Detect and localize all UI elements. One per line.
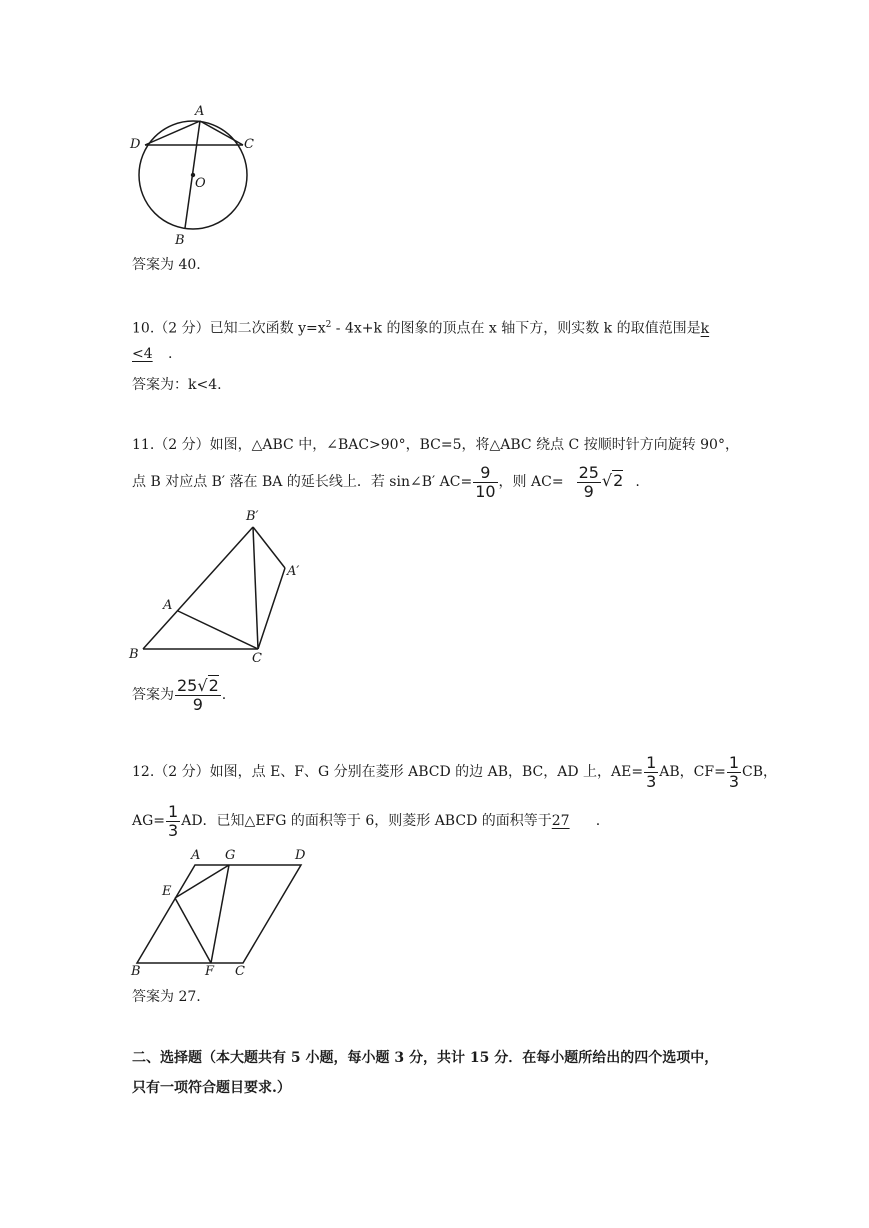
q11-sin-num: 9 bbox=[473, 464, 497, 483]
q12-text-e: AD．已知△EFG 的面积等于 6，则菱形 ABCD 的面积等于 bbox=[181, 813, 552, 829]
q10-answer-blank-cont: <4 bbox=[132, 346, 153, 362]
q12-answer-blank: 27 bbox=[551, 813, 570, 829]
q11-answer-prefix: 答案为 bbox=[132, 687, 174, 703]
q10-question bbox=[132, 315, 725, 339]
point-label-b: B bbox=[129, 647, 139, 662]
q11-end: . bbox=[635, 474, 640, 490]
q11-answer-blank bbox=[564, 462, 636, 501]
point-label-c: C bbox=[244, 137, 254, 152]
circle-figure bbox=[125, 100, 265, 250]
point-label-f: F bbox=[205, 964, 215, 979]
q11-answer-num-coef: 25 bbox=[177, 675, 198, 695]
rotation-figure bbox=[125, 505, 315, 670]
point-label-a: A bbox=[195, 104, 205, 119]
q11-answer-radicand: 2 bbox=[208, 675, 219, 695]
q11-ans-num: 25 bbox=[578, 462, 599, 482]
q11-answer-den: 9 bbox=[192, 694, 203, 714]
q11-line1: 11.（2 分）如图，△ABC 中，∠BAC>90°，BC=5，将△ABC 绕点 C 按顺时针方向旋转 90°， bbox=[132, 437, 739, 453]
q11-answer-fraction bbox=[175, 677, 221, 714]
q12-frac-cf-den: 3 bbox=[728, 771, 740, 791]
q12-end: . bbox=[595, 813, 601, 829]
q11-answer-end: . bbox=[221, 687, 227, 703]
q12-line1 bbox=[132, 752, 777, 792]
q12-text-b: AB，CF= bbox=[659, 764, 726, 780]
q11-ans-den: 9 bbox=[583, 481, 594, 501]
q10-text-a: 10.（2 分）已知二次函数 y=x bbox=[132, 320, 326, 337]
q11-ans-fraction bbox=[577, 464, 601, 501]
point-label-d: D bbox=[295, 848, 306, 863]
q11-answer-num bbox=[175, 677, 221, 696]
point-label-a: A bbox=[191, 848, 201, 863]
q11-ans-sqrt: √2 bbox=[601, 471, 624, 490]
q12-frac-cf bbox=[727, 754, 741, 791]
q12-text-d: AG= bbox=[132, 813, 166, 829]
q11-answer-sqrt: √2 bbox=[197, 675, 219, 695]
q12-frac-ae bbox=[644, 754, 658, 791]
q11-answer bbox=[132, 676, 226, 714]
q10-question-cont bbox=[132, 344, 172, 364]
q12-text-c: CB， bbox=[742, 764, 778, 780]
point-label-b-prime: B′ bbox=[246, 509, 259, 524]
q10-text-b: - 4x+k 的图象的顶点在 x 轴下方，则实数 k 的取值范围是 bbox=[331, 320, 701, 337]
q11-line2 bbox=[132, 462, 640, 501]
point-label-c: C bbox=[235, 964, 245, 979]
point-label-a: A bbox=[163, 598, 173, 613]
point-label-a-prime: A′ bbox=[287, 564, 300, 579]
section-heading-line1: 二、选择题（本大题共有 5 小题，每小题 3 分，共计 15 分．在每小题所给出的四个选项中， bbox=[132, 1050, 719, 1066]
point-label-c: C bbox=[252, 651, 262, 666]
point-label-o: O bbox=[195, 176, 206, 191]
q10-end: . bbox=[168, 346, 173, 362]
section-heading-line2: 只有一项符合题目要求.） bbox=[132, 1080, 291, 1096]
rhombus-figure bbox=[125, 845, 325, 980]
point-label-b: B bbox=[175, 233, 185, 248]
q10-answer-blank: k bbox=[700, 320, 710, 337]
q10-answer: 答案为：k<4. bbox=[132, 377, 222, 393]
point-label-d: D bbox=[130, 137, 141, 152]
q12-frac-ag bbox=[166, 803, 180, 840]
q12-text-a: 12.（2 分）如图，点 E、F、G 分别在菱形 ABCD 的边 AB，BC，AD 上，AE= bbox=[132, 764, 644, 780]
q11-sin-den: 10 bbox=[475, 481, 496, 501]
q11-ans-radicand: 2 bbox=[613, 471, 624, 490]
point-label-b: B bbox=[131, 964, 141, 979]
point-label-e: E bbox=[162, 884, 172, 899]
q12-frac-ag-num: 1 bbox=[168, 801, 179, 821]
point-label-g: G bbox=[225, 848, 236, 863]
q12-line2 bbox=[132, 801, 600, 841]
q12-frac-ae-num: 1 bbox=[646, 752, 657, 772]
q11-text-a: 点 B 对应点 B′ 落在 BA 的延长线上．若 sin∠B′ AC= bbox=[132, 474, 473, 490]
q11-text-b: ，则 AC= bbox=[498, 474, 564, 490]
q12-frac-ag-den: 3 bbox=[168, 820, 179, 840]
q12-answer: 答案为 27. bbox=[132, 989, 201, 1005]
q12-frac-ae-den: 3 bbox=[646, 771, 657, 791]
q9-answer: 答案为 40. bbox=[132, 257, 201, 273]
q12-frac-cf-num: 1 bbox=[728, 752, 740, 772]
q11-sin-fraction bbox=[473, 464, 497, 501]
q10-superscript: 2 bbox=[325, 320, 332, 330]
